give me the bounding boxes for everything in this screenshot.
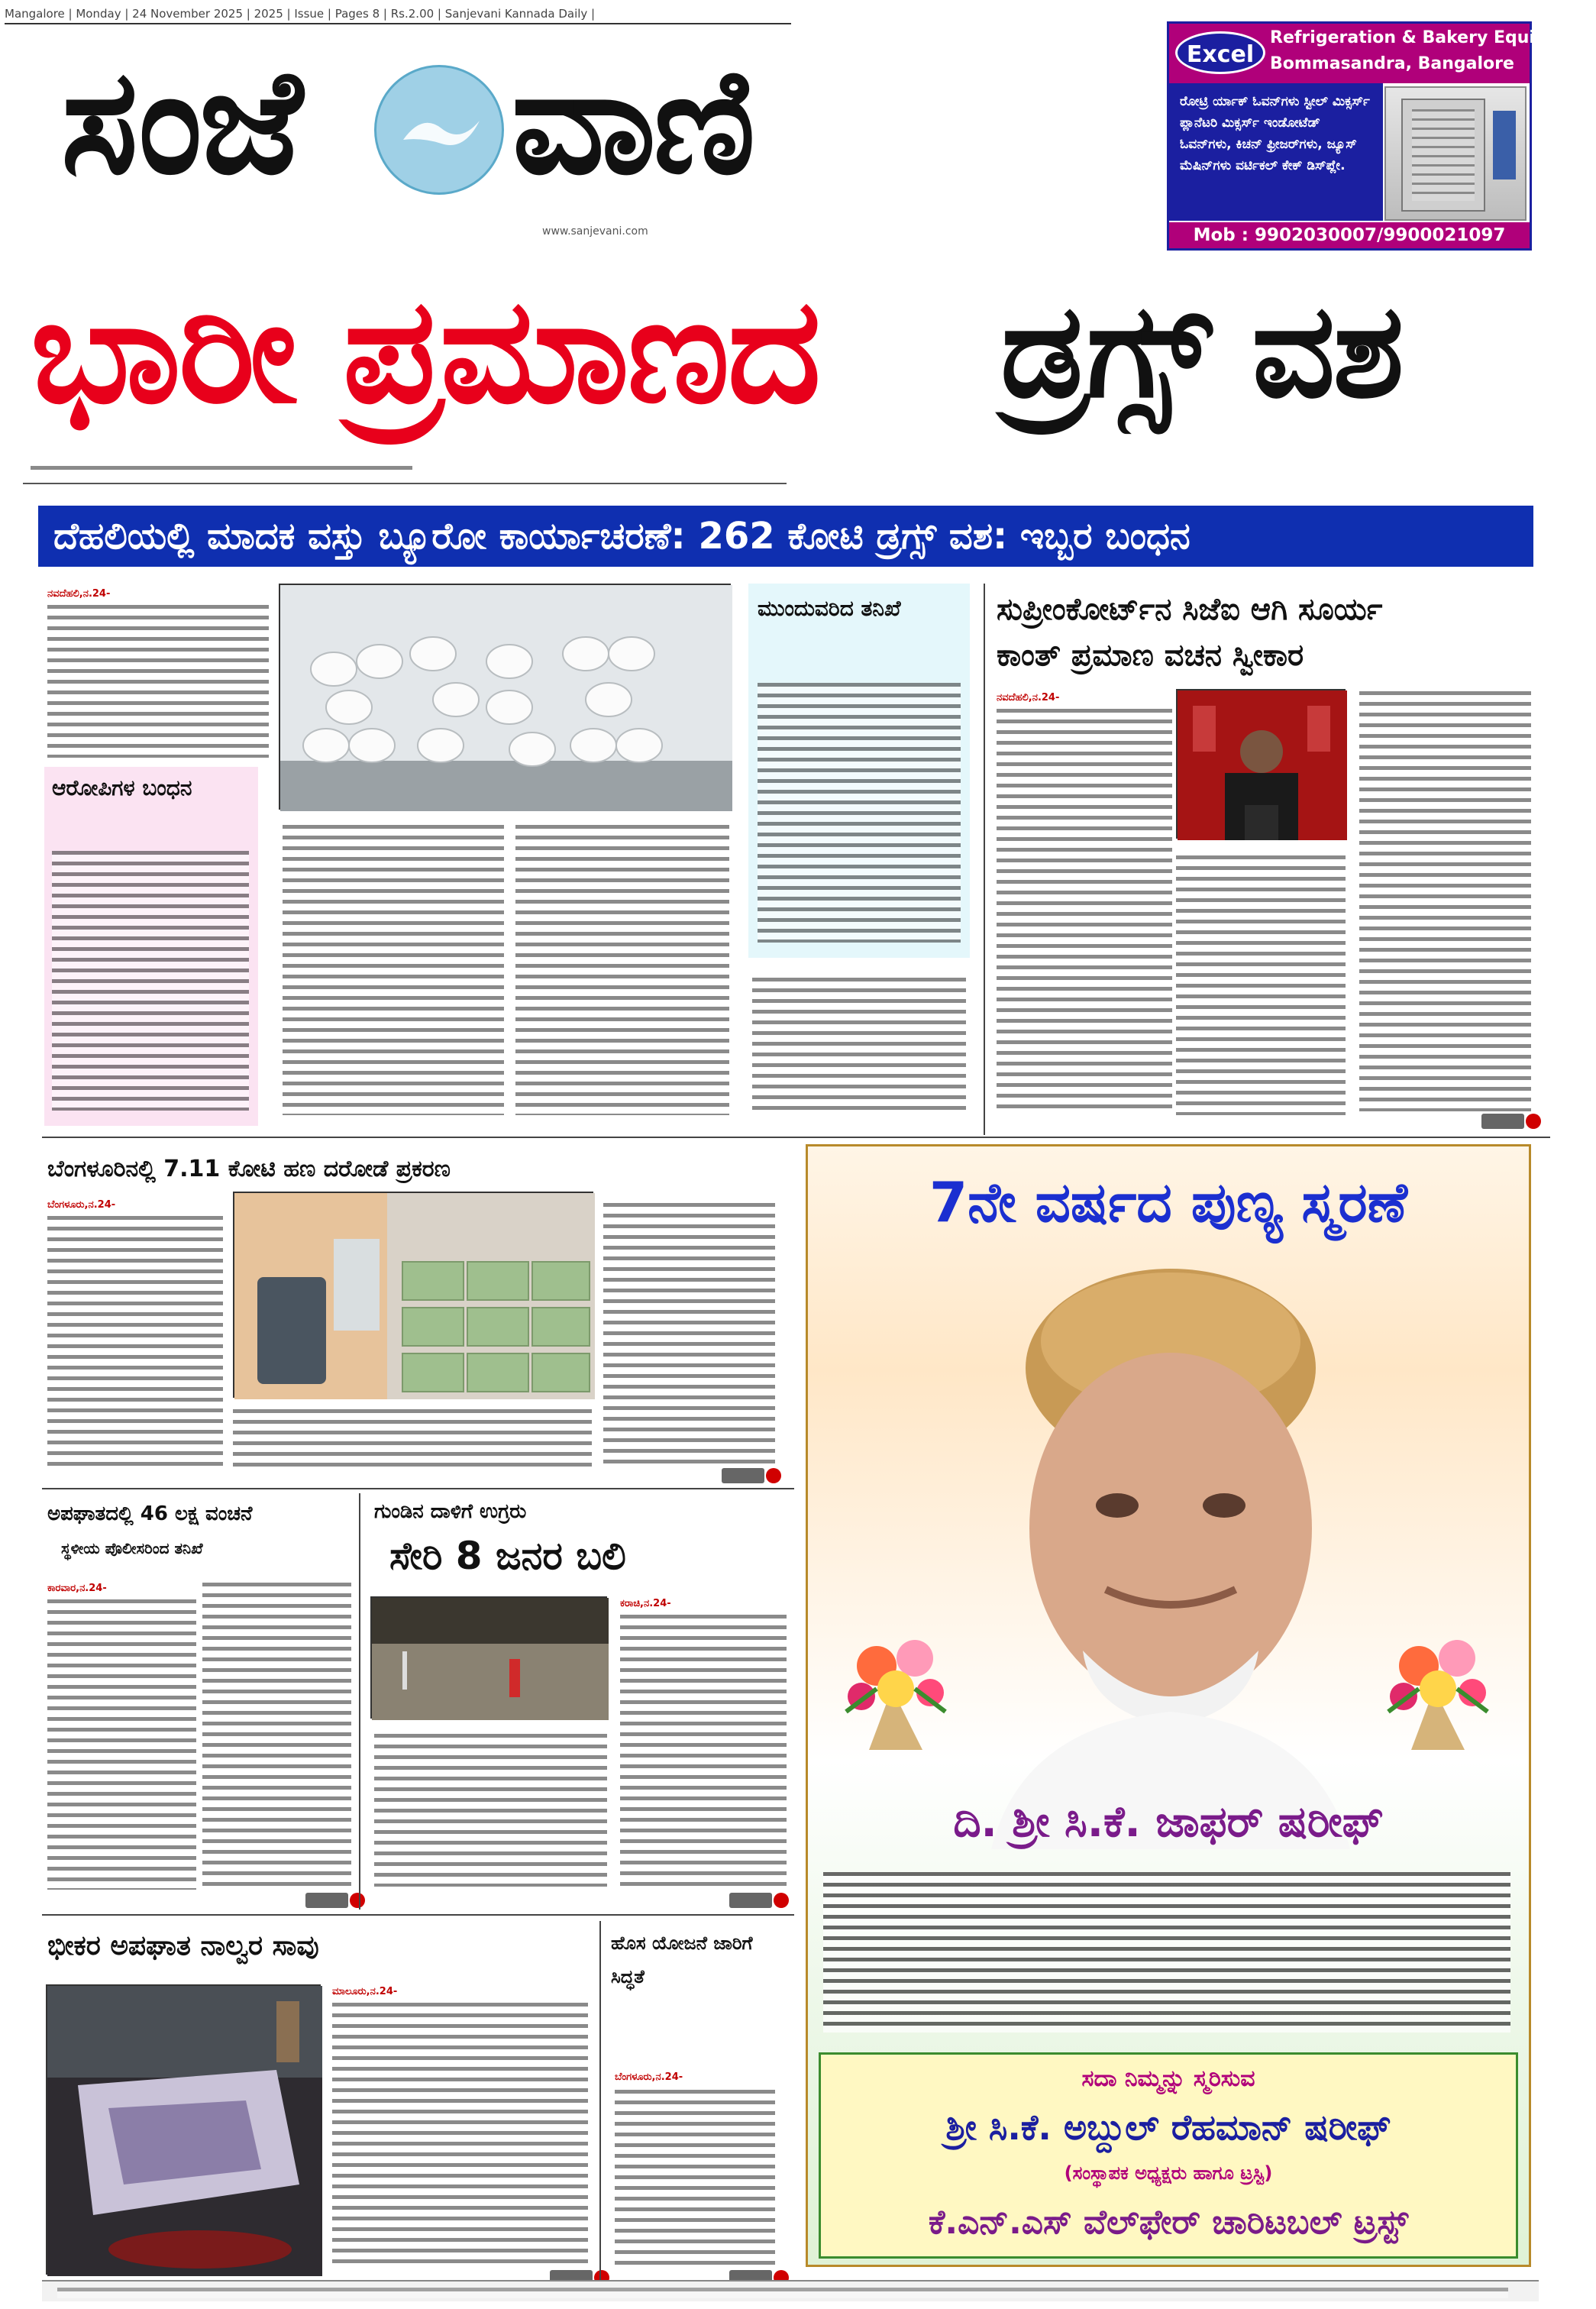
- continued-marker-3: [305, 1893, 348, 1908]
- story-accident-dateline: ಮಾಲೂರು,ನ.24-: [332, 1986, 398, 1997]
- story-cash-text-col1: [47, 1216, 223, 1468]
- story-accident-photo: [46, 1984, 321, 2275]
- top-ad-logo: Excel: [1175, 31, 1265, 74]
- story-karachi-text-col1: [620, 1615, 787, 1890]
- memorial-ad-footer: [819, 2052, 1518, 2259]
- horizontal-rule-2: [42, 1488, 794, 1489]
- masthead-title-part2: ವಾಣಿ: [512, 37, 753, 206]
- horizontal-rule-1: [42, 1137, 1550, 1138]
- story-karachi-dateline: ಕರಾಚಿ,ನ.24-: [620, 1598, 671, 1609]
- cyan-text-below: [752, 978, 966, 1115]
- story-cji-headline-1: ಸುಪ್ರೀಂಕೋರ್ಟ್‌ನ ಸಿಜೆಐ ಆಗಿ ಸೂರ್ಯ: [997, 592, 1383, 627]
- story-small-dateline: ಬೆಂಗಳೂರು,ನ.24-: [615, 2071, 683, 2083]
- memorial-ad-remembered-by: ಶ್ರೀ ಸಿ.ಕೆ. ಅಬ್ದುಲ್ ರೆಹಮಾನ್ ಷರೀಫ್: [945, 2107, 1391, 2148]
- story-cash-photo: [233, 1192, 593, 1398]
- lead-text-col3: [515, 825, 729, 1115]
- story-cji-text-col1: [997, 709, 1172, 1114]
- masthead-logo-circle: [374, 65, 504, 195]
- story-cji-photo: [1176, 689, 1346, 839]
- story-small-text: [615, 2090, 775, 2265]
- story-karwar-text-col2: [202, 1583, 351, 1888]
- story-karwar-headline: ಅಪಘಾತದಲ್ಲಿ 46 ಲಕ್ಷ ವಂಚನೆ: [47, 1502, 253, 1525]
- story-karachi-photo: [370, 1596, 607, 1719]
- story-karachi-headline-1: ಗುಂಡಿನ ದಾಳಿಗೆ ಉಗ್ರರು: [374, 1500, 527, 1523]
- top-ad-mobile: Mob : 9902030007/9900021097: [1169, 222, 1530, 248]
- story-karachi-headline-2: ಸೇರಿ 8 ಜನರ ಬಲಿ: [389, 1534, 626, 1578]
- top-ad-line2: Bommasandra, Bangalore: [1270, 54, 1514, 73]
- story-karachi-text-col2: [374, 1734, 607, 1887]
- story-accident-headline: ಭೀಕರ ಅಪಘಾತ ನಾಲ್ವರ ಸಾವು: [47, 1930, 319, 1961]
- memorial-ad: [806, 1144, 1531, 2267]
- lead-text-col1: [47, 605, 269, 758]
- story-small-headline: ಹೊಸ ಯೋಜನೆ ಜಾರಿಗೆ ಸಿದ್ಧತೆ: [611, 1932, 753, 1987]
- memorial-ad-body: [823, 1872, 1510, 2033]
- story-karwar-text-col1: [47, 1599, 196, 1890]
- masthead-top-line: Mangalore | Monday | 24 November 2025 | 2025 | Issue | Pages 8 | Rs.2.00 | Sanjevani Kannada Daily |: [5, 5, 791, 24]
- masthead: [15, 31, 787, 244]
- memorial-ad-title: 7ನೇ ವರ್ಷದ ಪುಣ್ಯ ಸ್ಮರಣೆ: [929, 1170, 1408, 1234]
- continued-marker-4: [729, 1893, 772, 1908]
- vertical-rule-bottom: [599, 1921, 601, 2288]
- story-accident-text-col1: [332, 2003, 588, 2266]
- memorial-ad-name: ದಿ. ಶ್ರೀ ಸಿ.ಕೆ. ಜಾಫರ್ ಷರೀಫ್: [953, 1797, 1384, 1847]
- section-line: [23, 458, 787, 484]
- horizontal-rule-3: [42, 1914, 794, 1916]
- memorial-ad-role: (ಸಂಸ್ಥಾಪಕ ಅಧ್ಯಕ್ಷರು ಹಾಗೂ ಟ್ರಸ್ಟಿ): [1064, 2162, 1273, 2184]
- story-cash-headline: ಬೆಂಗಳೂರಿನಲ್ಲಿ 7.11 ಕೋಟಿ ಹಣ ದರೋಡೆ ಪ್ರಕರಣ: [47, 1156, 451, 1182]
- lead-subheadline: ದೆಹಲಿಯಲ್ಲಿ ಮಾದಕ ವಸ್ತು ಬ್ಯೂರೋ ಕಾರ್ಯಾಚರಣೆ: 262 ಕೋಟಿ ಡ್ರಗ್ಸ್ ವಶ: ಇಬ್ಬರ ಬಂಧನ: [38, 506, 1533, 567]
- story-pink-box: [44, 767, 258, 1126]
- vertical-rule-mid: [359, 1493, 360, 1910]
- top-ad-body-text: ರೋಟ್ರಿ ರ್ಯಾಕ್ ಓವನ್‌ಗಳು ಸ್ಟೀಲ್ ಮಿಕ್ಸರ್ಸ್ ಪ್ಲಾನೆಟರಿ ಮಿಕ್ಸರ್ಸ್ ಇಂಡೋಟೆಡ್ ಓವನ್‌ಗಳು, ಕಿಚನ್ ಫ್ರೀಜರ್‌ಗಳು, ಜ್ಯೂಸ್ ಮೆಷಿನ್‌ಗಳು ವರ್ಟಿಕಲ್ ಕೇಕ್ ಡಿಸ್‌ಪ್ಲೇ.: [1180, 94, 1370, 173]
- story-cji-headline-2: ಕಾಂತ್ ಪ್ರಮಾಣ ವಚನ ಸ್ವೀಕಾರ: [997, 638, 1304, 673]
- memorial-portrait: [991, 1253, 1350, 1849]
- vertical-rule-top: [984, 584, 985, 1135]
- lead-headline-red: ಭಾರೀ ಪ್ರಮಾಣದ: [31, 267, 819, 435]
- story-cash-dateline: ಬೆಂಗಳೂರು,ನ.24-: [47, 1199, 116, 1211]
- masthead-emblem-icon: [376, 67, 506, 197]
- story-pink-headline: ಆರೋಪಿಗಳ ಬಂಧನ: [52, 775, 192, 800]
- lead-dateline: ನವದೆಹಲಿ,ನ.24-: [47, 588, 111, 600]
- masthead-title-part1: ಸಂಜೆ: [61, 37, 300, 206]
- top-ad-oven-image: [1384, 86, 1527, 221]
- continued-marker: [1481, 1114, 1524, 1129]
- story-cash-text-col3: [603, 1203, 775, 1470]
- story-cji-dateline: ನವದೆಹಲಿ,ನ.24-: [997, 692, 1060, 703]
- top-ad-line1: Refrigeration & Bakery Equipment: [1270, 28, 1596, 47]
- lead-text-col2: [283, 825, 504, 1115]
- story-karwar-sub: ಸ್ಥಳೀಯ ಪೊಲೀಸರಿಂದ ತನಿಖೆ: [61, 1539, 203, 1557]
- top-ad-body: [1169, 83, 1383, 221]
- story-cyan-box: [748, 584, 970, 958]
- story-cji-text-col3: [1359, 691, 1531, 1111]
- story-cji-text-col2: [1176, 855, 1346, 1115]
- masthead-website: www.sanjevani.com: [542, 225, 648, 238]
- left-flower-bouquet-icon: [831, 1620, 961, 1750]
- top-ad: [1167, 21, 1596, 251]
- memorial-ad-tagline: ಸದಾ ನಿಮ್ಮನ್ನು ಸ್ಮರಿಸುವ: [1081, 2065, 1255, 2092]
- lead-drugs-photo: [279, 584, 731, 810]
- right-flower-bouquet-icon: [1373, 1620, 1503, 1750]
- continued-marker-2: [722, 1468, 764, 1483]
- story-cash-text-col2: [233, 1409, 592, 1470]
- memorial-ad-trust: ಕೆ.ಎನ್.ಎಸ್ ವೆಲ್‌ಫೇರ್ ಚಾರಿಟಬಲ್ ಟ್ರಸ್ಟ್: [928, 2203, 1409, 2242]
- story-cyan-headline: ಮುಂದುವರಿದ ತನಿಖೆ: [758, 596, 901, 621]
- story-karwar-dateline: ಕಾರವಾರ,ನ.24-: [47, 1583, 107, 1594]
- footer-strip: [42, 2280, 1539, 2301]
- lead-headline-black: ಡ್ರಗ್ಸ್ ವಶ: [1000, 276, 1402, 427]
